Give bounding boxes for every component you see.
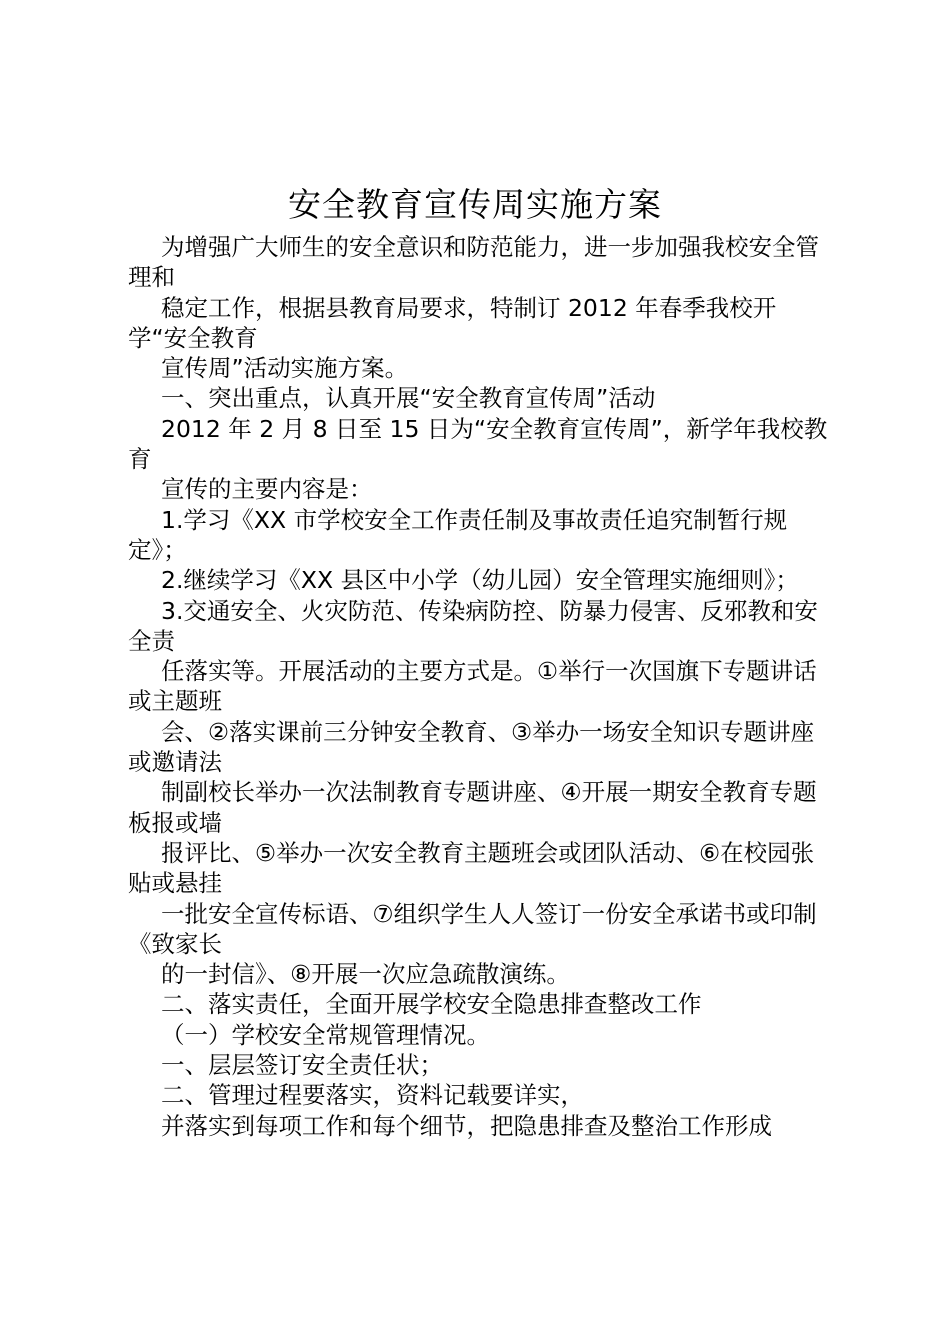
list-item-2: 2.继续学习《XX 县区中小学（幼儿园）安全管理实施细则》；: [161, 566, 799, 595]
list-item-3: 3.交通安全、火灾防范、传染病防控、防暴力侵害、反邪教和安全责: [128, 596, 818, 655]
paragraph-intro-1: 为增强广大师生的安全意识和防范能力，进一步加强我校安全管理和: [128, 233, 819, 292]
list-item-1: 1.学习《XX 市学校安全工作责任制及事故责任追究制暂行规定》；: [128, 505, 788, 564]
paragraph-dates: 2012 年 2 月 8 日至 15 日为“安全教育宣传周”，新学年我校教育: [128, 414, 828, 474]
subsection-heading-1: （一）学校安全常规管理情况。: [161, 1020, 490, 1049]
section-heading-1: 一、突出重点，认真开展“安全教育宣传周”活动: [161, 384, 656, 413]
document-title: 安全教育宣传周实施方案: [288, 185, 662, 224]
paragraph-activities-3: 制副校长举办一次法制教育专题讲座、④开展一期安全教育专题板报或墙: [128, 778, 817, 837]
paragraph-activities-1: 任落实等。开展活动的主要方式是。①举行一次国旗下专题讲话或主题班: [128, 657, 817, 716]
paragraph-content-intro: 宣传的主要内容是：: [161, 475, 373, 504]
paragraph-implementation: 并落实到每项工作和每个细节，把隐患排查及整治工作形成: [161, 1111, 772, 1140]
paragraph-activities-6: 的一封信》、⑧开展一次应急疏散演练。: [161, 960, 570, 989]
document-body: [128, 232, 828, 1141]
paragraph-activities-2: 会、②落实课前三分钟安全教育、③举办一场安全知识专题讲座或邀请法: [128, 717, 815, 777]
paragraph-activities-4: 报评比、⑤举办一次安全教育主题班会或团队活动、⑥在校园张贴或悬挂: [128, 838, 815, 898]
item-management: 二、管理过程要落实，资料记载要详实，: [161, 1081, 584, 1110]
paragraph-intro-2: 稳定工作，根据县教育局要求，特制订 2012 年春季我校开学“安全教育: [128, 293, 777, 352]
paragraph-activities-5: 一批安全宣传标语、⑦组织学生人人签订一份安全承诺书或印制《致家长: [128, 899, 817, 958]
section-heading-2: 二、落实责任，全面开展学校安全隐患排查整改工作: [161, 990, 702, 1019]
paragraph-intro-3: 宣传周”活动实施方案。: [161, 354, 409, 383]
item-responsibility: 一、层层签订安全责任状；: [161, 1051, 443, 1080]
